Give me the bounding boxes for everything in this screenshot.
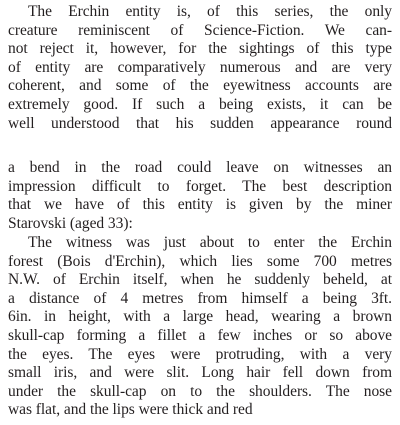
text-line: not reject it, however, for the sightings of this type [8,40,392,58]
text-line: a distance of 4 metres from himself a being 3ft. [8,289,392,307]
text-line: forest (Bois d'Erchin), which lies some 700 metres [8,252,392,270]
text-line: that we have of this entity is given by the miner [8,196,392,214]
text-line: the eyes. The eyes were protruding, with a very [8,345,392,363]
text-line: coherent, and some of the eyewitness accounts are [8,77,392,95]
paragraph-witness-account [8,234,392,420]
text-line: was flat, and the lips were thick and red [8,401,253,419]
text-line: Starovski (aged 33): [8,214,133,232]
paragraph-continuation [8,159,392,233]
text-line: under the skull-cap on to the shoulders. The nose [8,382,392,400]
text-line: 6in. in height, with a large head, wearing a brown [8,308,392,326]
text-line: extremely good. If such a being exists, it can be [8,95,392,113]
text-line: The witness was just about to enter the Erchin [28,234,392,251]
text-line: creature reminiscent of Science-Fiction. We can- [8,21,392,39]
text-line: a bend in the road could leave on witnesses an [8,159,392,176]
text-line: N.W. of Erchin itself, when he suddenly beheld, at [8,271,392,289]
text-line: well understood that his sudden appearance round [8,114,392,132]
text-line: small iris, and were slit. Long hair fell down from [8,364,392,382]
text-line: of entity are comparatively numerous and are very [8,58,392,76]
text-line: impression difficult to forget. The best description [8,177,392,195]
text-line: skull-cap forming a fillet a few inches or so above [8,326,392,344]
text-line: The Erchin entity is, of this series, the only [28,3,392,20]
paragraph-erchin-intro [8,3,392,133]
